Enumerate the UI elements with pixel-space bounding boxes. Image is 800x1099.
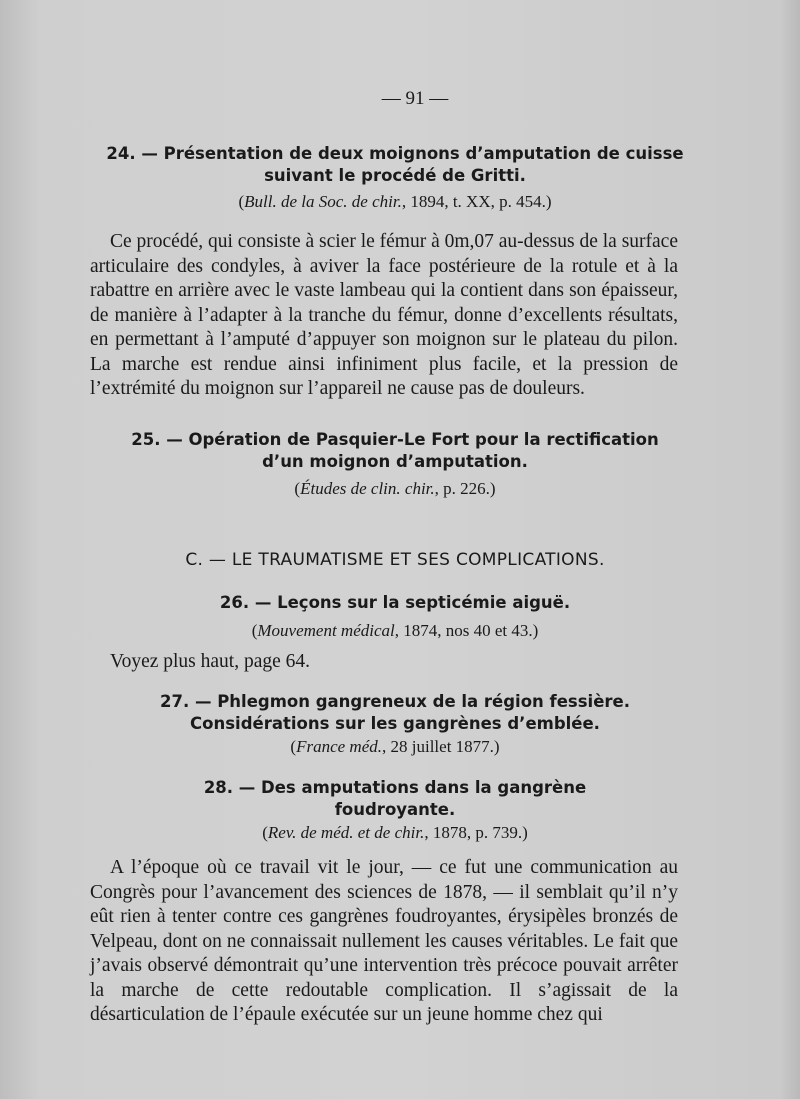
entry-28-title-line1: 28. — Des amputations dans la gangrène [203,778,587,797]
entry-28-title-line2: foudroyante. [334,800,456,819]
entry-24-title-line2: suivant le procédé de Gritti. [264,166,526,185]
entry-27-citation: (France méd., 28 juillet 1877.) [290,737,500,756]
entry-27-title [90,691,700,735]
entry-27-citation-source: France méd. [296,737,382,756]
entry-28-citation-source: Rev. de méd. et de chir. [267,823,425,842]
entry-25-title [90,429,700,473]
entry-28-title [90,777,700,821]
entry-24-citation-source: Bull. de la Soc. de chir. [244,192,402,211]
section-heading: C. — LE TRAUMATISME ET SES COMPLICATIONS. [185,550,605,570]
entry-27-citation-rest: , 28 juillet 1877.) [382,737,500,756]
entry-25-citation: (Études de clin. chir., p. 226.) [294,479,496,498]
entry-25-citation-source: Études de clin. chir. [300,479,435,498]
entry-28-paragraph: A l’époque où ce travail vit le jour, — ce fut une communication au Congrès pour l’avancement des sciences de 1878, — il semblait qu’il n’y eût rien à tenter contre ces gangrènes foudroyantes, érysipèles bronzés de Velpeau, dont on ne connaissait nullement les causes véritables. Le fait que j’avais observé démontrait qu’une intervention très précoce pouvait arrêter la marche de cette redoutable complication. Il s’agissait de la désarticulation de l’épaule exécutée sur un jeune homme chez qui [90,857,678,1025]
entry-26-citation-rest: , 1874, nos 40 et 43.) [394,621,539,640]
entry-26-title: 26. — Leçons sur la septicémie aiguë. [219,593,571,612]
entry-24-paragraph: Ce procédé, qui consiste à scier le fémur à 0m,07 au-dessus de la surface articulaire des condyles, à aviver la face postérieure de la rotule et à la rabattre en arrière avec le vaste lambeau qui la contient dans son épaisseur, de manière à l’adapter à la tranche du fémur, donne d’excellents résultats, en permettant à l’amputé d’appuyer son moignon sur le plateau du pilon. La marche est rendue ainsi infiniment plus facile, et la pression de l’extrémité du moignon sur l’appareil ne cause pas de douleurs. [90,231,678,399]
entry-26-paragraph: Voyez plus haut, page 64. [110,651,311,672]
entry-27-title-line1: 27. — Phlegmon gangreneux de la région fessière. [160,692,630,711]
entry-28-citation: (Rev. de méd. et de chir., 1878, p. 739.) [262,823,528,842]
entry-24-title-line1: 24. — Présentation de deux moignons d’amputation de cuisse [106,144,684,163]
entry-25-title-line2: d’un moignon d’amputation. [262,452,528,471]
entry-24-citation: (Bull. de la Soc. de chir., 1894, t. XX, p. 454.) [238,192,552,211]
entry-28-citation-rest: , 1878, p. 739.) [424,823,528,842]
entry-24-citation-rest: , 1894, t. XX, p. 454.) [401,192,552,211]
entry-26-citation: (Mouvement médical, 1874, nos 40 et 43.) [251,621,539,640]
page-number: — 91 — [381,88,449,109]
entry-26-citation-source: Mouvement médical [257,621,395,640]
entry-27-title-line2: Considérations sur les gangrènes d’emblée. [190,714,600,733]
entry-24-title [90,143,700,187]
entry-25-title-line1: 25. — Opération de Pasquier-Le Fort pour la rectification [131,430,659,449]
entry-25-citation-rest: , p. 226.) [434,479,496,498]
